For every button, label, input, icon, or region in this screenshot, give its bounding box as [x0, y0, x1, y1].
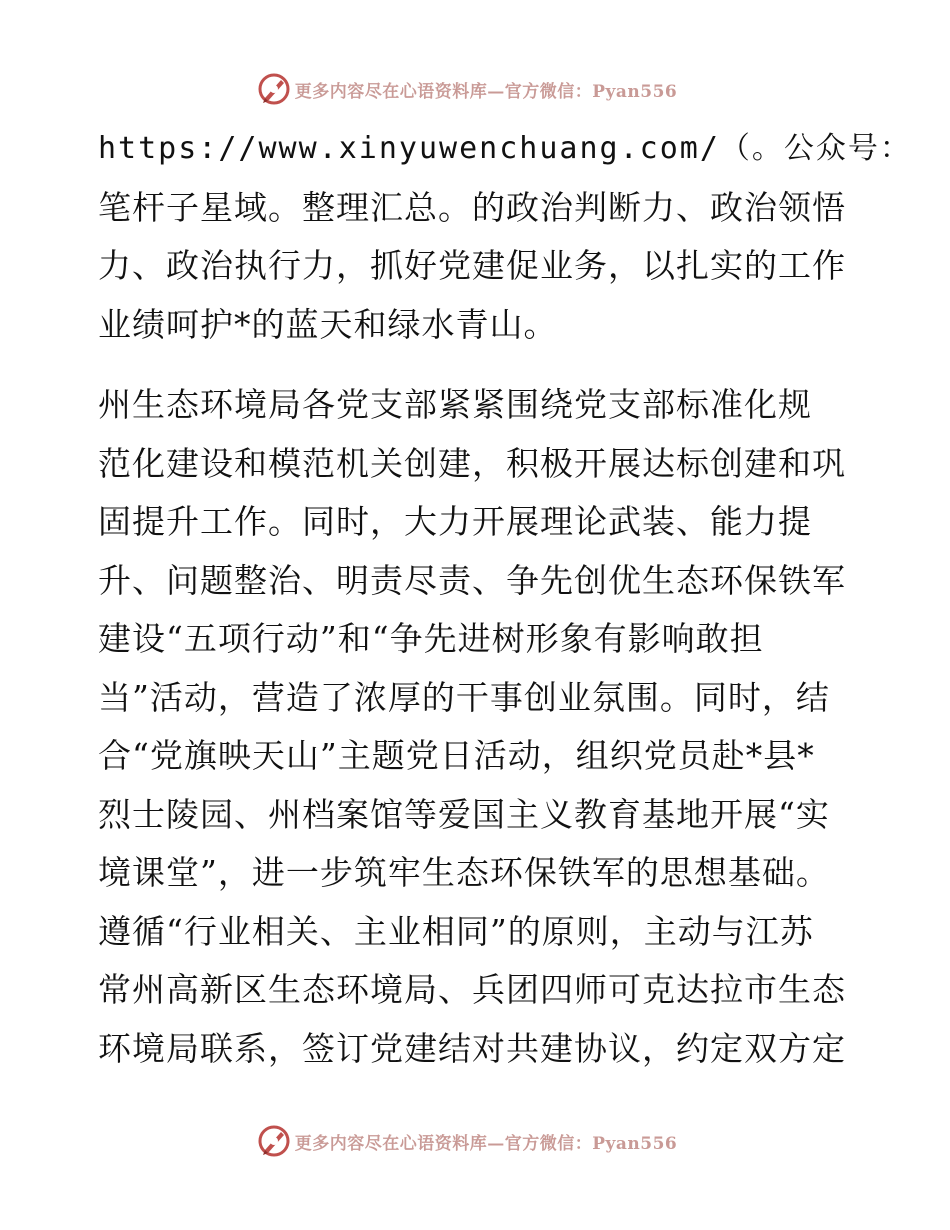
paragraph-2: [98, 376, 848, 1078]
text-line: 常州高新区生态环境局、兵团四师可克达拉市生态: [98, 970, 846, 1009]
text-line: 烈士陵园、州档案馆等爱国主义教育基地开展“实: [98, 794, 830, 834]
text-line: 境课堂”，进一步筑牢生态环保铁军的思想基础。: [98, 853, 830, 892]
text-line: 业绩呵护*的蓝天和绿水青山。: [98, 304, 558, 344]
paragraph-1: [98, 120, 912, 354]
watermark-text: 更多内容尽在心语资料库—官方微信：Pyan556: [294, 1133, 678, 1154]
header-watermark: [0, 72, 950, 106]
text-line: https://www.xinyuwenchuang.com/（。公众号：: [98, 131, 912, 166]
footer-watermark: [0, 1124, 950, 1158]
watermark-text: 更多内容尽在心语资料库—官方微信：Pyan556: [294, 81, 678, 102]
document-body: [98, 120, 912, 1078]
text-line: 当”活动，营造了浓厚的干事创业氛围。同时，结: [98, 677, 830, 717]
text-line: 遵循“行业相关、主业相同”的原则，主动与江苏: [98, 911, 814, 951]
text-line: 州生态环境局各党支部紧紧围绕党支部标准化规: [98, 385, 812, 424]
text-line: 力、政治执行力，抓好党建促业务，以扎实的工作: [98, 246, 846, 285]
text-line: 环境局联系，签订党建结对共建协议，约定双方定: [98, 1028, 846, 1068]
text-line: 升、问题整治、明责尽责、争先创优生态环保铁军: [98, 560, 846, 600]
text-line: 范化建设和模范机关创建，积极开展达标创建和巩: [98, 443, 846, 483]
pen-logo-icon: [257, 1124, 291, 1158]
text-line: 笔杆子星域。整理汇总。的政治判断力、政治领悟: [98, 187, 846, 227]
text-line: 合“党旗映天山”主题党日活动，组织党员赴*县*: [98, 736, 815, 775]
text-line: 固提升工作。同时，大力开展理论武装、能力提: [98, 502, 812, 541]
text-line: 建设“五项行动”和“争先进树形象有影响敢担: [98, 619, 764, 658]
pen-logo-icon: [257, 72, 291, 106]
